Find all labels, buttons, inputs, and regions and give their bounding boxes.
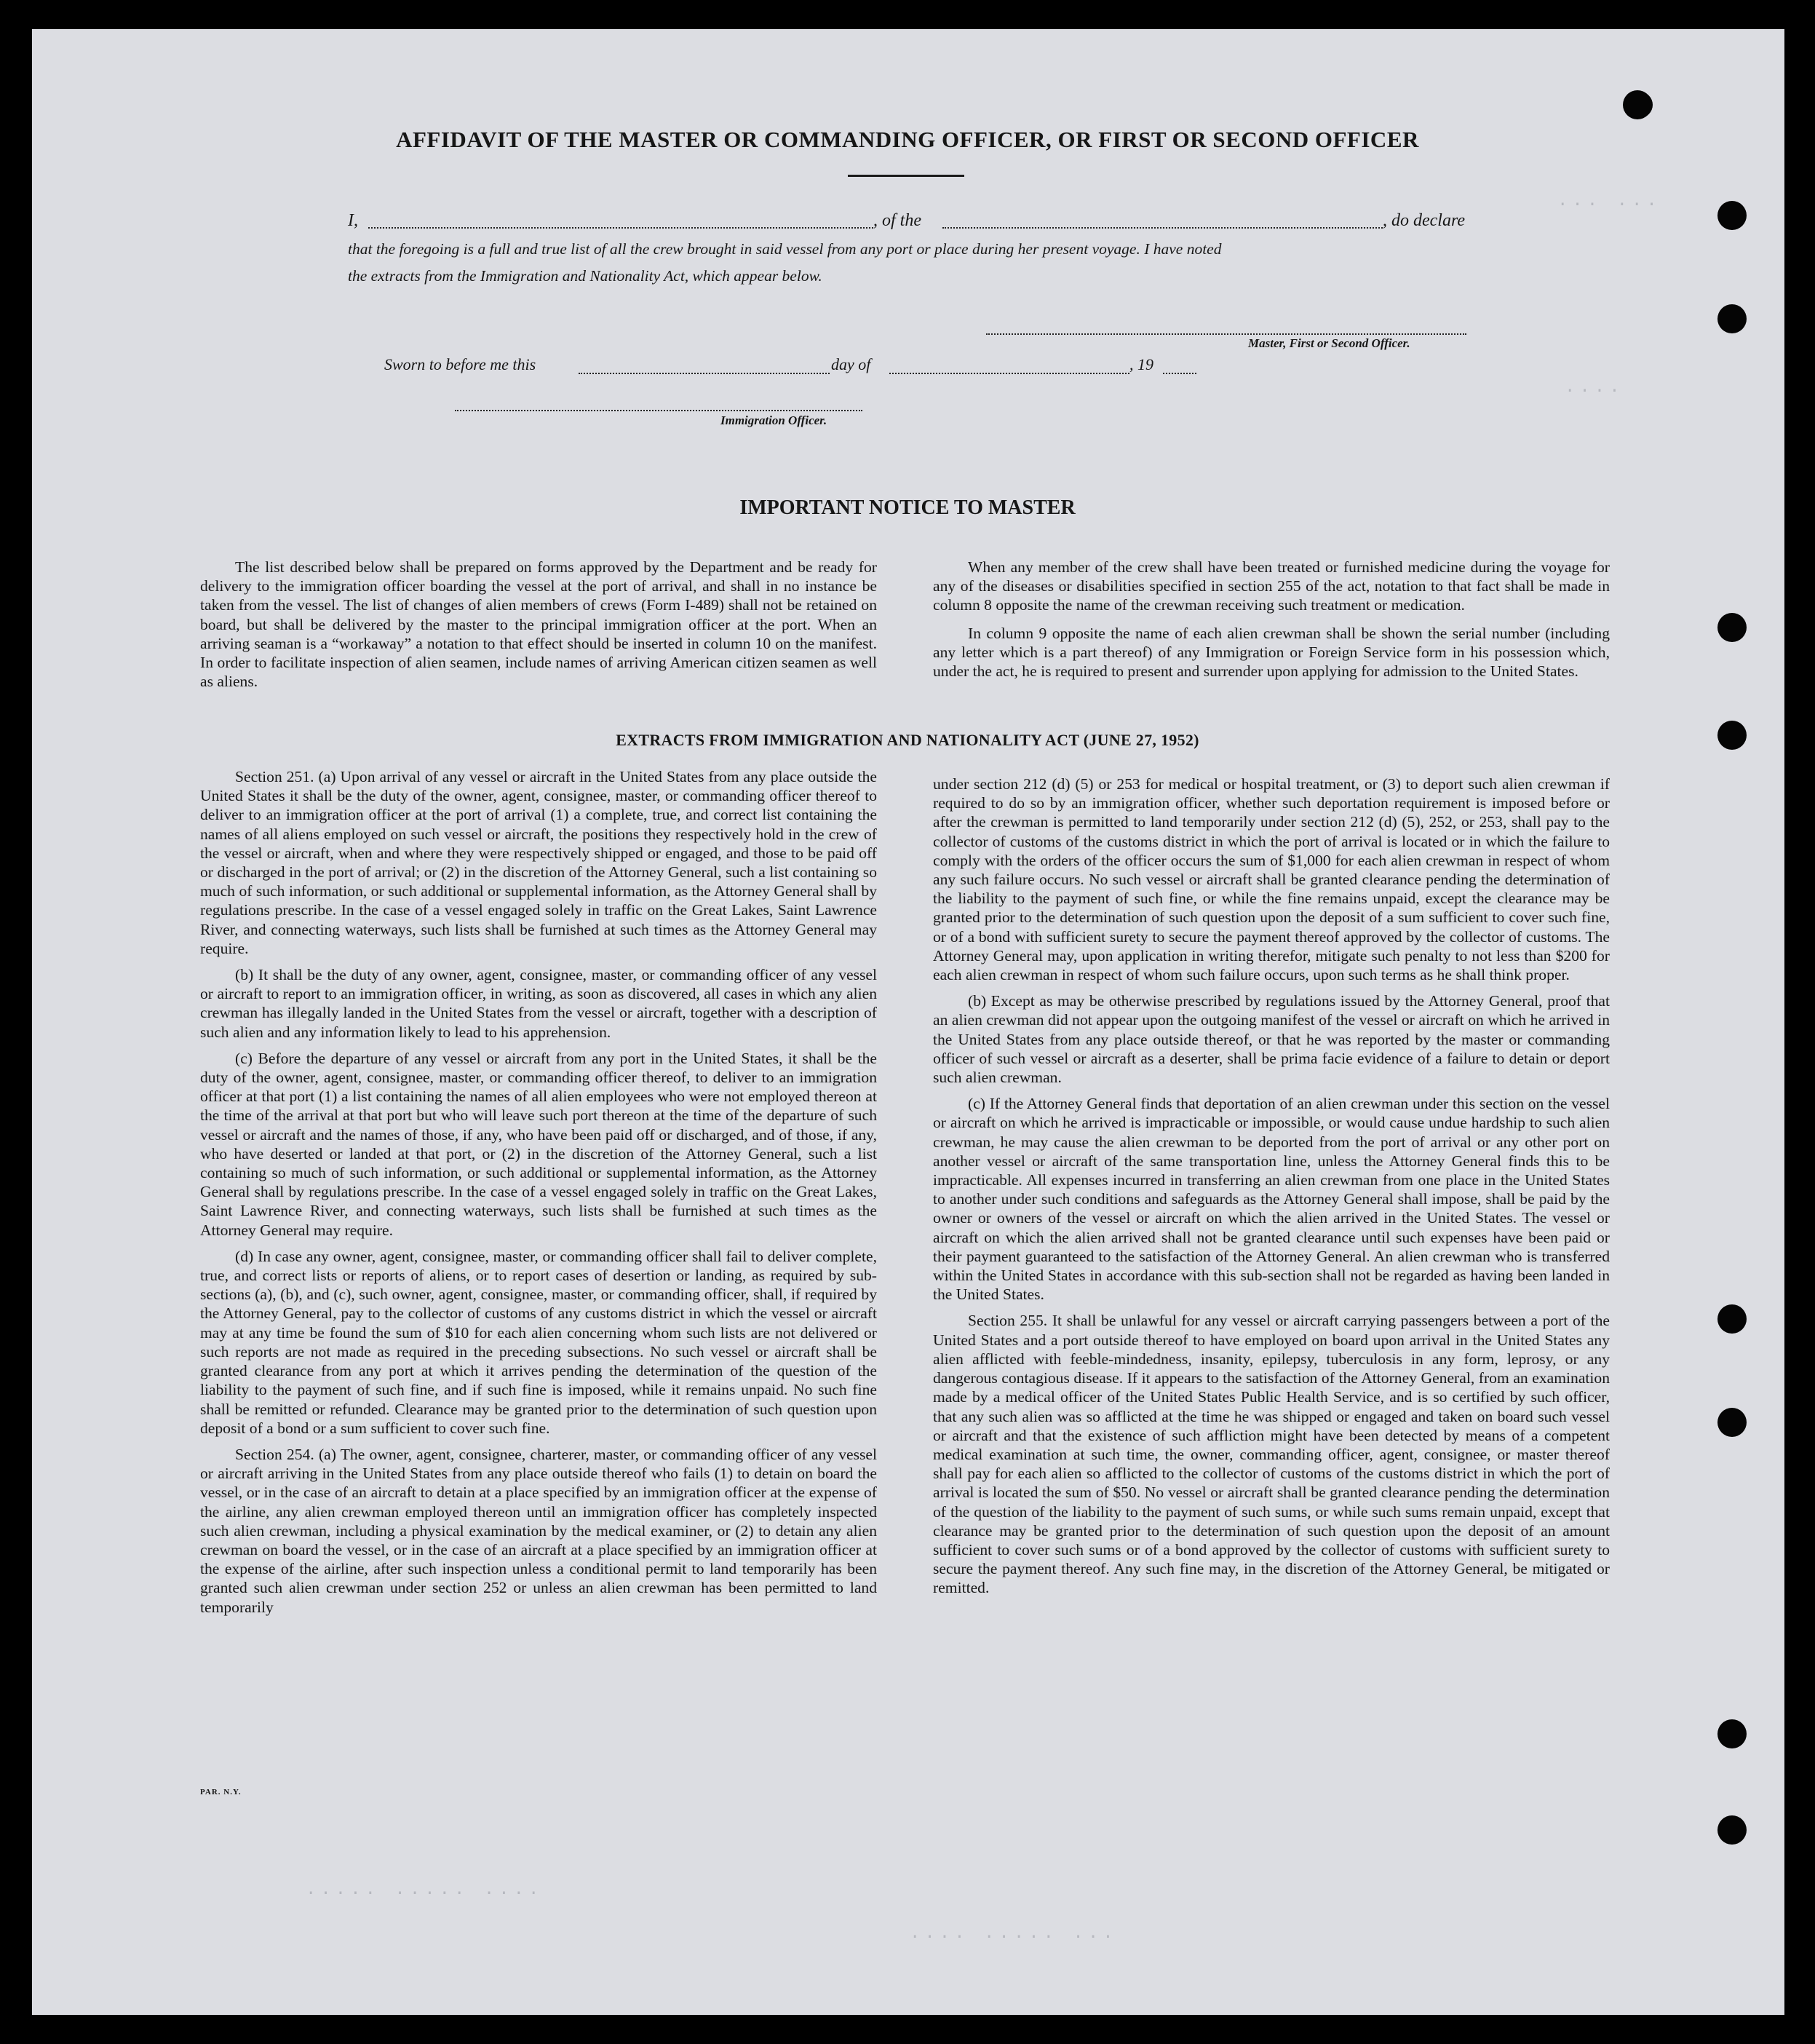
- bleed-through-mark: ···· ····· ···: [910, 1928, 1118, 1947]
- section-251-d: (d) In case any owner, agent, consignee, master, or commanding officer shall fail to deliver complete, true, and correct lists or reports of aliens, or to report cases of desertion or landing, as required by sub-sections (a), (b), and (c), such owner, agent, consignee, master, or commanding officer, shall, if required by the Attorney General, pay to the collector of customs of any customs district in which the vessel or aircraft may at any time be found the sum of $10 for each alien concerning whom such lists are not delivered or such reports are not made as required in the preceding subsections. No such vessel or aircraft shall be granted clearance from any port at which it arrives pending the determination of the question of the liability to the payment of such fine, and if such fine is imposed, while it remains unpaid. No such fine shall be remitted or refunded. Clearance may be granted prior to the determination of such question upon deposit of a bond or a sum sufficient to cover such fine.: [200, 1247, 877, 1437]
- bleed-through-mark: ··· ···: [1557, 195, 1661, 215]
- extracts-title: EXTRACTS FROM IMMIGRATION AND NATIONALITY ACT (JUNE 27, 1952): [616, 731, 1199, 749]
- section-254-c: (c) If the Attorney General finds that deportation of an alien crewman under this section on the vessel or aircraft on which he arrived is impracticable or impossible, or would cause undue hardship to such alien crewman, he may cause the alien crewman to be deported from the port of arrival or any other port on another vessel or aircraft of the same transportation line, unless the Attorney General finds this to be impracticable. All expenses incurred in transferring an alien crewman from one place in the United States to another under such conditions and safeguards as the Attorney General shall impose, shall be paid by the owner or owners of the vessel or aircraft on which the alien arrived in the United States. The vessel or aircraft on which the alien arrived shall not be granted clearance until such expenses have been paid or their payment guaranteed to the satisfaction of the Attorney General. An alien crewman who is transferred within the United States in accordance with this sub-section shall not be regarded as having been landed in the United States.: [933, 1095, 1610, 1304]
- sworn-day-field[interactable]: [579, 373, 830, 374]
- notice-paragraph: In column 9 opposite the name of each alien crewman shall be shown the serial number (including any letter which is a part thereof) of any Immigration or Foreign Service form in his possession which, under the act, he is required to present and surrender upon applying for admission to the United States.: [933, 624, 1610, 681]
- title-underline: [848, 175, 964, 177]
- master-signature-line[interactable]: [986, 333, 1466, 335]
- master-signature-label: Master, First or Second Officer.: [1248, 336, 1410, 350]
- binder-hole: [1717, 1304, 1747, 1334]
- notice-left-column: [200, 558, 877, 700]
- bleed-through-mark: ····: [1565, 381, 1624, 401]
- section-255: Section 255. It shall be unlawful for any vessel or aircraft carrying passengers between a port of the United States and a port outside thereof to have employed on board upon arrival in the United States any alien afflicted with feeble-mindedness, insanity, epilepsy, tuberculosis in any form, leprosy, or any dangerous contagious disease. If it appears to the satisfaction of the Attorney General, from an examination made by a medical officer of the United States Public Health Service, and is so certified by such officer, that any such alien was so afflicted at the time he was shipped or engaged and taken on board such vessel or aircraft and that the existence of such affliction might have been detected by means of a competent medical examination at such time, the owner, commanding officer, agent, consignee, or master thereof shall pay for each alien so afflicted to the collector of customs of the customs district in which the port of arrival is located the sum of $50. No vessel or aircraft shall be granted clearance pending the determination of the question of the liability to the payment of such sums, or while such sums remain unpaid, except that clearance may be granted prior to the determination of such question upon the deposit of an amount sufficient to cover such sums or of a bond approved by the collector of customs with sufficient surety to secure the payment thereof. Any such fine may, in the discretion of the Attorney General, be mitigated or remitted.: [933, 1312, 1610, 1597]
- section-251-c: (c) Before the departure of any vessel or aircraft from any port in the United States, it shall be the duty of the owner, agent, consignee, master, or commanding officer thereof, to deliver to an immigration officer at that port (1) a list containing the names of all alien employees who were not employed thereon at the time of the arrival at that port but who will leave such port thereon at the time of the departure of such vessel or aircraft and the names of those, if any, who have been paid off or discharged, and of those, if any, who have deserted or landed at that port, or (2) in the discretion of the Attorney General, such a list containing so much of such information, or such additional or supplemental information, as the Attorney General shall by regulations prescribe. In the case of a vessel engaged solely in traffic on the Great Lakes, Saint Lawrence River, and connecting waterways, such lists shall be furnished at such times as the Attorney General may require.: [200, 1049, 877, 1239]
- section-254-b: (b) Except as may be otherwise prescribed by regulations issued by the Attorney General, proof that an alien crewman did not appear upon the outgoing manifest of the vessel or aircraft on which he arrived in the United States from any place outside thereof, or that he was reported by the master or commanding officer of such vessel or aircraft as a deserter, shall be prima facie evidence of a failure to detain or deport such alien crewman.: [933, 992, 1610, 1087]
- day-of-label: day of: [831, 355, 871, 373]
- binder-hole: [1717, 304, 1747, 333]
- extracts-right-column: [933, 775, 1610, 1605]
- binder-hole: [1717, 1408, 1747, 1437]
- sworn-month-field[interactable]: [889, 373, 1129, 374]
- affidavit-title: AFFIDAVIT OF THE MASTER OR COMMANDING OFFICER, OR FIRST OR SECOND OFFICER: [396, 127, 1419, 152]
- binder-hole: [1717, 1719, 1747, 1748]
- sworn-year-field[interactable]: [1163, 373, 1196, 374]
- bleed-through-mark: ····· ····· ····: [306, 1884, 544, 1904]
- notice-paragraph: The list described below shall be prepared on forms approved by the Department and be ready for delivery to the immigration officer boarding the vessel at the port of arrival, and shall in no instance be taken from the vessel. The list of changes of alien members of crews (Form I-489) shall not be retained on board, but shall be delivered by the master to the principal immigration officer at the port. When an arriving seaman is a “workaway” a notation to that effect should be inserted in column 10 on the manifest. In order to facilitate inspection of alien seamen, include names of arriving American citizen seamen as well as aliens.: [200, 558, 877, 691]
- declare-line-2: that the foregoing is a full and true list of all the crew brought in said vessel from any port or place during her present voyage. I have noted: [348, 240, 1222, 258]
- notice-title: IMPORTANT NOTICE TO MASTER: [739, 496, 1076, 519]
- binder-hole: [1717, 613, 1747, 642]
- notice-right-column: [933, 558, 1610, 689]
- section-251-b: (b) It shall be the duty of any owner, agent, consignee, master, or commanding officer of any vessel or aircraft to report to an immigration officer, in writing, as soon as discovered, all cases in which any alien crewman has illegally landed in the United States from the vessel or aircraft, together with a description of such alien and any information likely to lead to his apprehension.: [200, 966, 877, 1041]
- section-251-a: Section 251. (a) Upon arrival of any vessel or aircraft in the United States from any place outside the United States it shall be the duty of the owner, agent, consignee, master, or commanding officer thereof to deliver to an immigration officer at the port of arrival (1) a complete, true, and correct list containing the names of all aliens employed on such vessel or aircraft, the positions they respectively hold in the crew of the vessel or aircraft, when and where they were respectively shipped or engaged, and those to be paid off or discharged in the port of arrival; or (2) in the discretion of the Attorney General, such a list containing so much of such information, or such additional or supplemental information, as the Attorney General shall by regulations prescribe. In the case of a vessel engaged solely in traffic on the Great Lakes, Saint Lawrence River, and connecting waterways, such lists shall be furnished at such times as the Attorney General may require.: [200, 768, 877, 957]
- year-label: , 19: [1129, 355, 1153, 373]
- declare-do-declare-label: , do declare: [1383, 211, 1466, 230]
- declare-of-the-label: , of the: [873, 211, 921, 230]
- declare-line-3: the extracts from the Immigration and Nationality Act, which appear below.: [348, 267, 822, 285]
- vessel-name-field[interactable]: [942, 227, 1383, 229]
- notice-paragraph: When any member of the crew shall have been treated or furnished medicine during the voyage for any of the diseases or disabilities specified in section 255 of the act, notation to that fact shall be made in column 8 opposite the name of the crewman receiving such treatment or medication.: [933, 558, 1610, 614]
- officer-signature-line[interactable]: [455, 410, 862, 411]
- binder-hole: [1717, 1815, 1747, 1845]
- printer-mark: PAR. N.Y.: [200, 1788, 242, 1797]
- sworn-label: Sworn to before me this: [384, 355, 536, 373]
- declare-i-label: I,: [348, 211, 358, 230]
- master-name-field[interactable]: [368, 227, 873, 229]
- extracts-left-column: [200, 767, 877, 1624]
- binder-hole: [1627, 92, 1653, 118]
- binder-hole: [1717, 201, 1747, 230]
- section-254-a: Section 254. (a) The owner, agent, consignee, charterer, master, or commanding officer of any vessel or aircraft arriving in the United States from any place outside thereof who fails (1) to detain on board the vessel, or in the case of an aircraft to detain at a place specified by an immigration officer at the expense of the airline, any alien crewman employed thereon until an immigration officer has completely inspected such alien crewman, including a physical examination by the medical examiner, or (2) to detain any alien crewman on board the vessel, or in the case of an aircraft at a place specified by an immigration officer at the expense of the airline, after such inspection unless a conditional permit to land temporarily has been granted such alien crewman under section 252 or unless an alien crewman has been permitted to land temporarily: [200, 1445, 877, 1616]
- section-254-a-continued: under section 212 (d) (5) or 253 for medical or hospital treatment, or (3) to deport such alien crewman if required to do so by an immigration officer, whether such deportation requirement is imposed before or after the crewman is permitted to land temporarily under section 212 (d) (5), 252, or 253, shall pay to the collector of customs of the customs district in which the port of arrival is located or in which the failure to comply with the orders of the officer occurs the sum of $1,000 for each alien crewman in respect of whom any such failure occurs. No such vessel or aircraft shall be granted clearance pending the determination of the liability to the payment of such fine, or while the fine remains unpaid, except the clearance may be granted prior to the determination of such question upon the deposit of a sum sufficient to cover such fine, or of a bond with sufficient surety to secure the payment thereof approved by the collector of customs. The Attorney General may, upon application in writing therefor, mitigate such penalty to not less than $200 for each alien crewman in respect of whom such failure occurs, upon such terms as he shall think proper.: [933, 775, 1610, 984]
- officer-signature-label: Immigration Officer.: [720, 413, 827, 427]
